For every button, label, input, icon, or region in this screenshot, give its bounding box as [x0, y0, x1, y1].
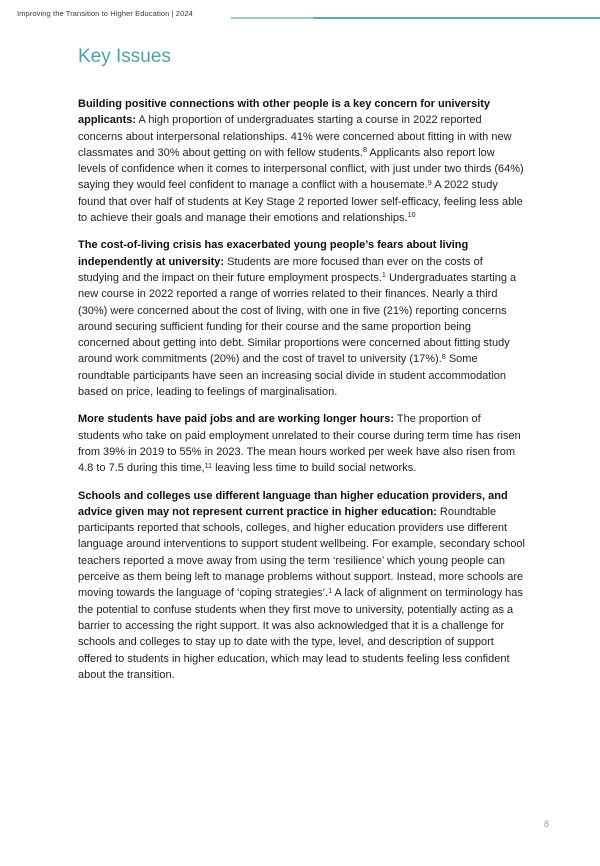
paragraph [78, 488, 525, 684]
header-rule-light-segment [231, 17, 313, 19]
paragraph-lead: Building positive connections with other people is a key concern for university applicants: [78, 98, 490, 127]
paragraph-lead: More students have paid jobs and are working longer hours: [78, 413, 394, 426]
paragraph [78, 411, 525, 476]
text-run: A 2022 study found that over half of students at Key Stage 2 reported lower self-efficacy, feeling less able to achieve their goals and manage their emotions and relationships. [78, 179, 523, 225]
text-run: A lack of alignment on terminology has the potential to confuse students when they first move to university, potentially acting as a barrier to accessing the right support. It was also acknowledged that it is a challenge for schools and colleges to stay up to date with the type, level, and description of support offered to students in higher education, which may lead to students feeling less confident about the transition. [78, 587, 523, 681]
header-rule-dark-segment [313, 17, 600, 19]
page-number: 8 [544, 819, 550, 829]
paragraph [78, 96, 525, 226]
footnote-ref: 11 [204, 460, 213, 470]
footnote-ref: 8 [362, 145, 367, 155]
text-run: Roundtable participants reported that schools, colleges, and higher education providers use different language around interventions to support student wellbeing. For example, secondary school teachers reported a move away from using the term ‘resilience’ which young people can perceive as them being left to manage problems without support. Instead, more schools are moving towards the language of ‘coping strategies’. [78, 505, 525, 600]
paragraph-lead: The cost-of-living crisis has exacerbated young people’s fears about living independently at university: [78, 239, 469, 268]
footnote-ref: 8 [441, 351, 446, 361]
text-run: Some roundtable participants have seen an increasing social divide in student accommodation based on price, leading to feelings of marginalisation. [78, 353, 507, 399]
body-text [78, 96, 525, 694]
header-title: Improving the Transition to Higher Education | 2024 [17, 9, 193, 18]
text-run: A high proportion of undergraduates starting a course in 2022 reported concerns about interpersonal relationships. 41% were concerned about fitting in with new classmates and 30% about getting on with fellow students. [78, 114, 512, 159]
footnote-ref: 1 [381, 270, 386, 280]
text-run: Students are more focused than ever on the costs of studying and the impact on their future employment prospects. [78, 255, 483, 284]
footnote-ref: 1 [328, 585, 333, 595]
footnote-ref: 10 [407, 210, 416, 220]
text-run: leaving less time to build social networks. [212, 462, 417, 475]
page-title: Key Issues [78, 46, 171, 67]
footnote-ref: 9 [427, 177, 432, 187]
text-run: The proportion of students who take on paid employment unrelated to their course during term time has risen from 39% in 2019 to 55% in 2023. The mean hours worked per week have also risen from 4.8 to 7.5 during this time, [78, 413, 521, 475]
paragraph [78, 237, 525, 400]
paragraph-lead: Schools and colleges use different language than higher education providers, and advice given may not represent current practice in higher education: [78, 489, 508, 518]
text-run: Applicants also report low levels of confidence when it comes to interpersonal conflict, with just under two thirds (64%) saying they would feel confident to manage a conflict with a housemate. [78, 146, 524, 192]
text-run: Undergraduates starting a new course in 2022 reported a range of worries related to their finances. Nearly a third (30%) were concerned about the cost of living, with one in five (21%) reporting concerns around securing sufficient funding for their course and the same proportion being concerned about getting into debt. Similar proportions were concerned about fitting study around work commitments (20%) and the cost of travel to university (17%). [78, 271, 517, 366]
